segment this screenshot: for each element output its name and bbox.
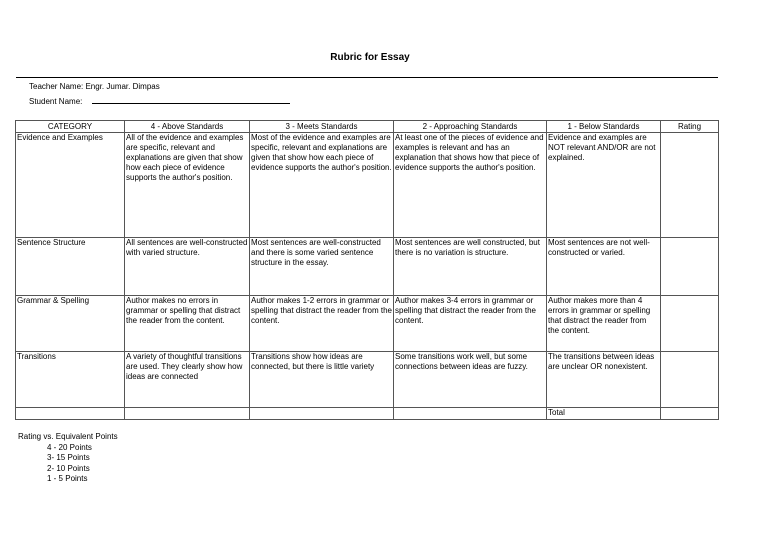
header-below-standards: 1 - Below Standards <box>547 121 661 133</box>
total-empty-cell <box>16 408 125 420</box>
rating-scale-item: 2- 10 Points <box>47 463 90 473</box>
student-name-line <box>29 95 290 106</box>
header-rule <box>16 77 718 78</box>
rating-cell[interactable] <box>661 133 719 238</box>
teacher-name-line: Teacher Name: Engr. Jumar. Dimpas <box>29 82 160 91</box>
criteria-cell-4: A variety of thoughtful transitions are used. They clearly show how ideas are connected <box>125 352 250 408</box>
header-rating: Rating <box>661 121 719 133</box>
student-name-label: Student Name: <box>29 97 83 106</box>
criteria-cell-3: Most sentences are well-constructed and there is some varied sentence structure in the essay. <box>250 238 394 296</box>
criteria-cell-2: Author makes 3-4 errors in grammar or spelling that distract the reader from the content. <box>394 296 547 352</box>
rubric-header-row <box>16 121 719 133</box>
header-above-standards: 4 - Above Standards <box>125 121 250 133</box>
rating-scale-title: Rating vs. Equivalent Points <box>18 432 118 441</box>
criteria-cell-2: At least one of the pieces of evidence and examples is relevant and has an explanation that shows how that piece of evidence supports the author's position. <box>394 133 547 238</box>
criteria-cell-4: All sentences are well-constructed with varied structure. <box>125 238 250 296</box>
category-cell: Transitions <box>16 352 125 408</box>
header-meets-standards: 3 - Meets Standards <box>250 121 394 133</box>
rubric-table <box>15 120 719 420</box>
header-category: CATEGORY <box>16 121 125 133</box>
rating-scale-item: 1 - 5 Points <box>47 474 88 484</box>
category-cell: Evidence and Examples <box>16 133 125 238</box>
table-row <box>16 352 719 408</box>
document-title: Rubric for Essay <box>330 52 410 63</box>
student-name-blank <box>92 95 290 104</box>
criteria-cell-1: Author makes more than 4 errors in grammar or spelling that distract the reader from the content. <box>547 296 661 352</box>
header-approaching-standards: 2 - Approaching Standards <box>394 121 547 133</box>
criteria-cell-4: All of the evidence and examples are specific, relevant and explanations are given that show how each piece of evidence supports the author's position. <box>125 133 250 238</box>
table-row <box>16 296 719 352</box>
criteria-cell-1: Evidence and examples are NOT relevant AND/OR are not explained. <box>547 133 661 238</box>
total-rating-cell[interactable] <box>661 408 719 420</box>
category-cell: Sentence Structure <box>16 238 125 296</box>
criteria-cell-3: Most of the evidence and examples are specific, relevant and explanations are given that show how each piece of evidence supports the author's position. <box>250 133 394 238</box>
criteria-cell-2: Some transitions work well, but some connections between ideas are fuzzy. <box>394 352 547 408</box>
rating-scale <box>18 432 118 485</box>
criteria-cell-4: Author makes no errors in grammar or spelling that distract the reader from the content. <box>125 296 250 352</box>
total-label: Total <box>547 408 661 420</box>
category-cell: Grammar & Spelling <box>16 296 125 352</box>
criteria-cell-2: Most sentences are well constructed, but there is no variation is structure. <box>394 238 547 296</box>
rating-cell[interactable] <box>661 296 719 352</box>
criteria-cell-3: Author makes 1-2 errors in grammar or spelling that distract the reader from the content. <box>250 296 394 352</box>
total-row <box>16 408 719 420</box>
total-empty-cell <box>250 408 394 420</box>
rating-scale-item: 4 - 20 Points <box>47 442 92 452</box>
table-row <box>16 133 719 238</box>
rating-scale-item: 3- 15 Points <box>47 453 90 463</box>
rating-cell[interactable] <box>661 238 719 296</box>
criteria-cell-3: Transitions show how ideas are connected, but there is little variety <box>250 352 394 408</box>
table-row <box>16 238 719 296</box>
criteria-cell-1: Most sentences are not well-constructed or varied. <box>547 238 661 296</box>
total-empty-cell <box>125 408 250 420</box>
total-empty-cell <box>394 408 547 420</box>
rating-cell[interactable] <box>661 352 719 408</box>
criteria-cell-1: The transitions between ideas are unclear OR nonexistent. <box>547 352 661 408</box>
